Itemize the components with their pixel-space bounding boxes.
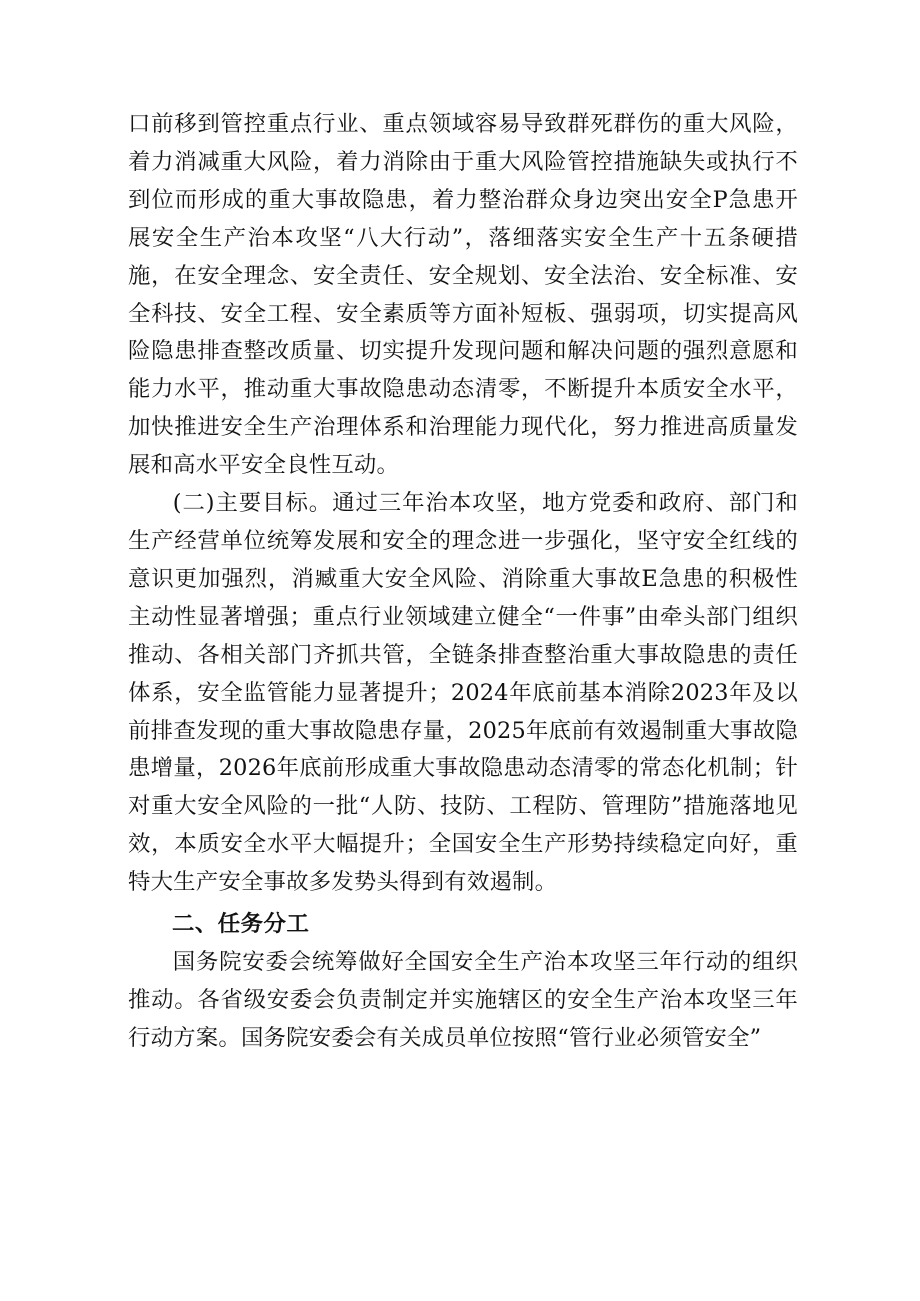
section-heading: 二、任务分工 <box>172 911 310 938</box>
body-paragraph: 口前移到管控重点行业、重点领域容易导致群死群伤的重大风险，着力消减重大风险，着力消除由于重大风险管控措施缺失或执行不到位而形成的重大事故隐患，着力整治群众身边突出安全P急患开展安全生产治本攻坚“八大行动”，落细落实安全生产十五条硬措施，在安全理念、安全责任、安全规划、安全法治、安全标准、安全科技、安全工程、安全素质等方面补短板、强弱项，切实提高风险隐患排查整改质量、切实提升发现问题和解决问题的强烈意愿和能力水平，推动重大事故隐患动态清零，不断提升本质安全水平，加快推进安全生产治理体系和治理能力现代化，努力推进高质量发展和高水平安全良性互动。 <box>128 111 798 479</box>
main-objectives-paragraph: (二)主要目标。通过三年治本攻坚，地方党委和政府、部门和生产经营单位统筹发展和安全的理念进一步强化，坚守安全红线的意识更加强烈，消臧重大安全风险、消除重大事故E急患的积极性主动性显著增强；重点行业领域建立健全“一件事”由牵头部门组织推动、各相关部门齐抓共管，全链条排查整治重大事故隐患的责任体系，安全监管能力显著提升；2024年底前基本消除2023年及以前排查发现的重大事故隐患存量，2025年底前有效遏制重大事故隐患增量，2026年底前形成重大事故隐患动态清零的常态化机制；针对重大安全风险的一批“人防、技防、工程防、管理防”措施落地见效，本质安全水平大幅提升；全国安全生产形势持续稳定向好，重特大生产安全事故多发势头得到有效遏制。 <box>128 490 798 896</box>
task-division-paragraph: 国务院安委会统筹做好全国安全生产治本攻坚三年行动的组织推动。各省级安委会负责制定并实施辖区的安全生产治本攻坚三年行动方案。国务院安委会有关成员单位按照“管行业必须管安全” <box>128 949 798 1051</box>
document-body <box>128 106 798 1058</box>
